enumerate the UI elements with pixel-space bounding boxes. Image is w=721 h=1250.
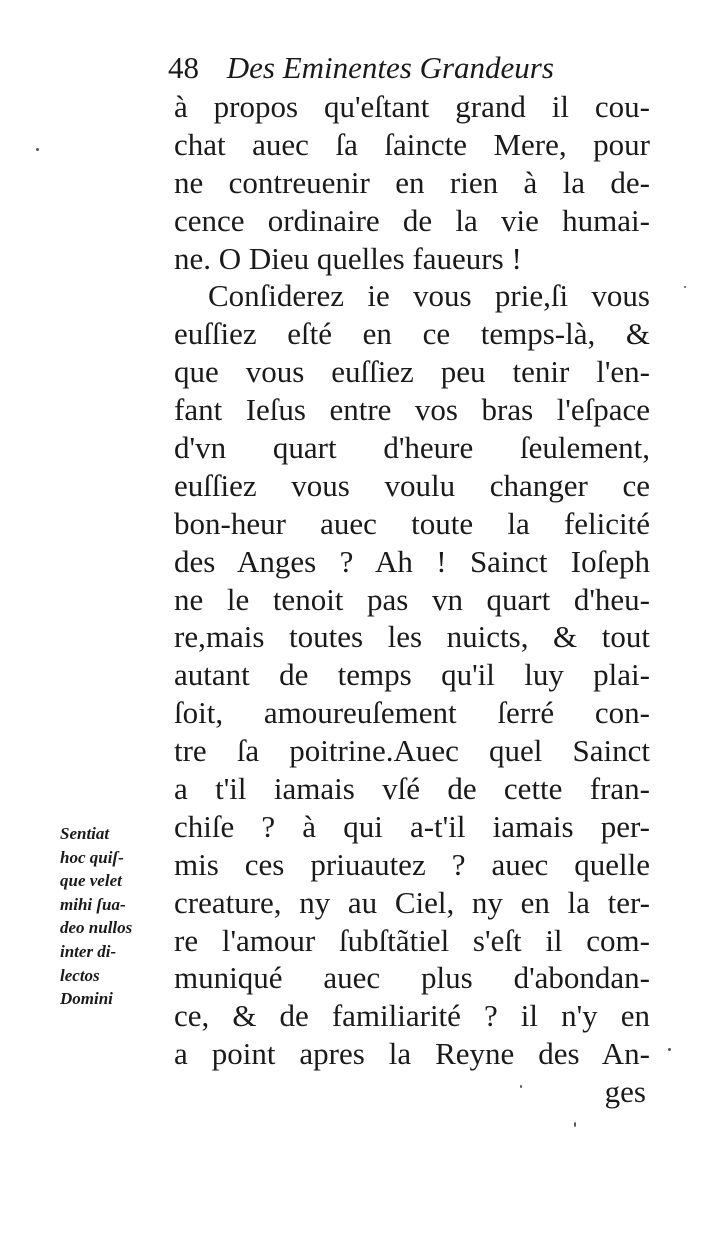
text-line: des Anges ? Ah ! Sainct Ioſeph: [174, 543, 650, 579]
text-line: ſoit, amoureuſement ſerré con-: [174, 695, 650, 731]
text-line: mis ces priuautez ? auec quelle: [174, 846, 650, 882]
margin-note: [60, 822, 172, 1011]
text-line: fant Ieſus entre vos bras l'eſpace: [174, 392, 650, 428]
margin-note-line: inter di-: [60, 941, 117, 961]
text-line: que vous euſſiez peu tenir l'en-: [174, 354, 650, 390]
text-line: a t'il iamais vſé de cette fran-: [174, 771, 650, 807]
text-line: cence ordinaire de la vie humai-: [174, 202, 650, 238]
ink-speck: [684, 286, 686, 288]
text-line: tre ſa poitrine.Auec quel Sainct: [174, 733, 650, 769]
text-line: bon-heur auec toute la felicité: [174, 505, 650, 541]
text-line: euſſiez vous voulu changer ce: [174, 467, 650, 503]
margin-note-line: que velet: [60, 871, 122, 891]
running-head-title: Des Eminentes Grandeurs: [226, 50, 554, 85]
text-line: ne. O Dieu quelles faueurs !: [174, 240, 522, 276]
text-line: re l'amour ſubſtãtiel s'eſt il com-: [174, 922, 650, 958]
text-line: a point apres la Reyne des An-: [174, 1036, 650, 1072]
text-line: ce, & de familiarité ? il n'y en: [174, 998, 650, 1034]
catchword: ges: [604, 1074, 646, 1110]
margin-note-line: hoc quiſ-: [60, 847, 124, 867]
text-line: euſſiez eſté en ce temps-là, &: [174, 316, 650, 352]
margin-note-line: lectos: [60, 965, 100, 985]
text-line: re,mais toutes les nuicts, & tout: [174, 619, 650, 655]
margin-note-line: Sentiat: [60, 824, 110, 843]
running-head: [168, 46, 648, 90]
ink-speck: [36, 148, 39, 151]
margin-note-line: mihi ſua-: [60, 894, 126, 914]
margin-note-line: Domini: [60, 989, 113, 1009]
text-line: ne contreuenir en rien à la de-: [174, 164, 650, 200]
page-number: 48: [168, 50, 199, 85]
body-text: [174, 88, 650, 1111]
ink-speck: [668, 1048, 671, 1051]
text-line: autant de temps qu'il luy plai-: [174, 657, 650, 693]
ink-speck: [520, 1085, 522, 1088]
text-line: d'vn quart d'heure ſeulement,: [174, 430, 650, 466]
text-line: creature, ny au Ciel, ny en la ter-: [174, 884, 650, 920]
text-line: muniqué auec plus d'abondan-: [174, 960, 650, 996]
text-line: chiſe ? à qui a-t'il iamais per-: [174, 808, 650, 844]
text-line: à propos qu'eſtant grand il cou-: [174, 89, 650, 124]
text-line: Conſiderez ie vous prie,ſi vous: [208, 278, 650, 314]
ink-speck: [574, 1122, 576, 1127]
text-line: ne le tenoit pas vn quart d'heu-: [174, 581, 650, 617]
margin-note-line: deo nullos: [60, 918, 133, 938]
text-line: chat auec ſa ſaincte Mere, pour: [174, 126, 650, 162]
